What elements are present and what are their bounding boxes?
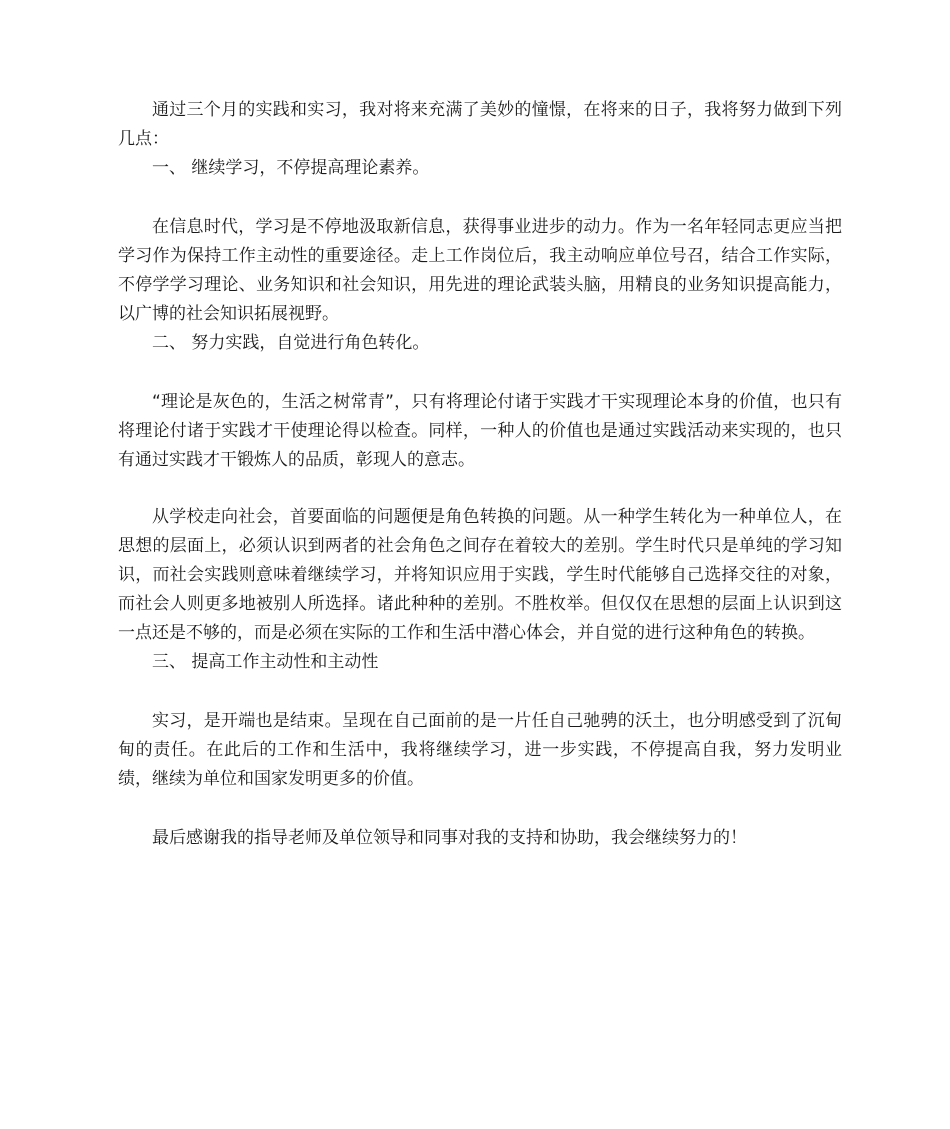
section-2-paragraph-2: 从学校走向社会，首要面临的问题便是角色转换的问题。从一种学生转化为一种单位人，在思想的层面上，必须认识到两者的社会角色之间存在着较大的差别。学生时代只是单纯的学习知识，而社会实践则意味着继续学习，并将知识应用于实践，学生时代能够自己选择交往的对象，而社会人则更多地被别人所选择。诸此种种的差别。不胜枚举。但仅仅在思想的层面上认识到这一点还是不够的，而是必须在实际的工作和生活中潜心体会，并自觉的进行这种角色的转换。 bbox=[118, 507, 842, 643]
section-3-paragraph: 实习，是开端也是结束。呈现在自己面前的是一片任自己驰骋的沃土，也分明感受到了沉甸甸的责任。在此后的工作和生活中，我将继续学习，进一步实践，不停提高自我，努力发明业绩，继续为单位和国家发明更多的价值。 bbox=[118, 711, 842, 789]
section-heading-1: 一、 继续学习，不停提高理论素养。 bbox=[152, 158, 430, 178]
section-heading-3: 三、 提高工作主动性和主动性 bbox=[152, 652, 379, 672]
section-heading-2: 二、 努力实践，自觉进行角色转化。 bbox=[152, 333, 430, 353]
closing-paragraph: 最后感谢我的指导老师及单位领导和同事对我的支持和协助，我会继续努力的！ bbox=[152, 828, 747, 848]
document-page bbox=[118, 96, 842, 853]
section-2-paragraph-1: “理论是灰色的，生活之树常青”，只有将理论付诸于实践才干实现理论本身的价值，也只有将理论付诸于实践才干使理论得以检查。同样，一种人的价值也是通过实践活动来实现的，也只有通过实践才干锻炼人的品质，彰现人的意志。 bbox=[118, 392, 842, 470]
section-1-paragraph: 在信息时代，学习是不停地汲取新信息，获得事业进步的动力。作为一名年轻同志更应当把学习作为保持工作主动性的重要途径。走上工作岗位后，我主动响应单位号召，结合工作实际，不停学学习理论、业务知识和社会知识，用先进的理论武装头脑，用精良的业务知识提高能力，以广博的社会知识拓展视野。 bbox=[118, 217, 842, 324]
intro-paragraph: 通过三个月的实践和实习，我对将来充满了美妙的憧憬，在将来的日子，我将努力做到下列几点： bbox=[118, 100, 842, 149]
